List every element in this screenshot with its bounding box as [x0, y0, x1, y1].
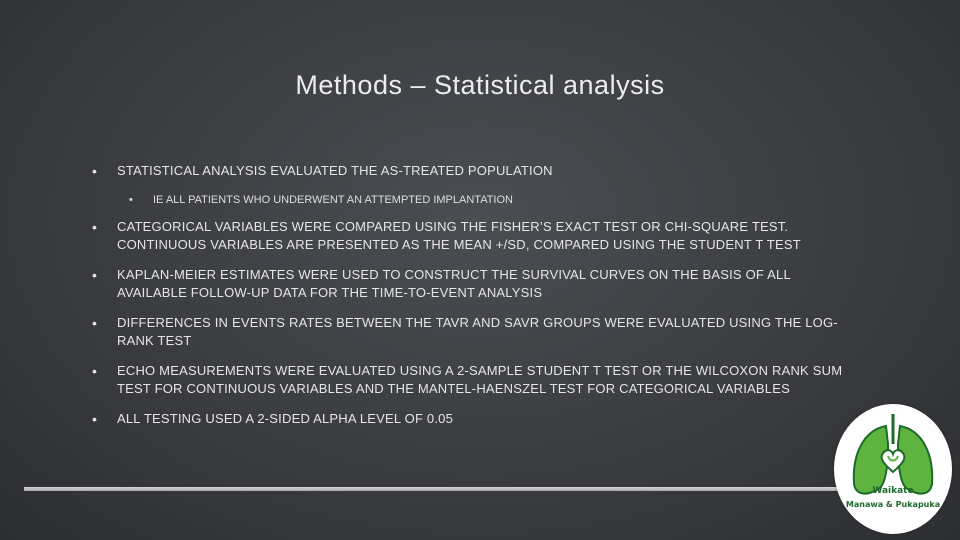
bullet-text: STATISTICAL ANALYSIS EVALUATED THE AS-TREATED POPULATION — [117, 163, 553, 178]
bullet-text: CATEGORICAL VARIABLES WERE COMPARED USING THE FISHER’S EXACT TEST OR CHI-SQUARE TEST. CONTINUOUS VARIABLES ARE PRESENTED AS THE MEAN +/SD, COMPARED USING THE STUDENT T TEST — [117, 219, 801, 252]
slide-title: Methods – Statistical analysis — [295, 70, 665, 100]
bullet-item-1 — [92, 162, 862, 180]
sub-bullet-dot: • — [129, 194, 133, 206]
bullet-text: DIFFERENCES IN EVENTS RATES BETWEEN THE TAVR AND SAVR GROUPS WERE EVALUATED USING THE LOG-RANK TEST — [117, 315, 838, 348]
bullet-dot: • — [92, 267, 98, 283]
lungs-icon — [834, 404, 952, 534]
bullet-text: KAPLAN-MEIER ESTIMATES WERE USED TO CONSTRUCT THE SURVIVAL CURVES ON THE BASIS OF ALL AVAILABLE FOLLOW-UP DATA FOR THE TIME-TO-EVENT ANALYSIS — [117, 267, 791, 300]
bullet-text: ALL TESTING USED A 2-SIDED ALPHA LEVEL OF 0.05 — [117, 411, 454, 426]
bullet-item-3 — [92, 266, 862, 302]
logo-text-line1: Waikato — [872, 486, 914, 496]
bullet-item-4 — [92, 314, 862, 350]
bullet-dot: • — [92, 219, 98, 235]
logo-text-line2: Manawa & Pukapuka — [845, 500, 941, 509]
bullet-dot: • — [92, 411, 98, 427]
bullet-dot: • — [92, 363, 98, 379]
bullet-text: ECHO MEASUREMENTS WERE EVALUATED USING A 2-SAMPLE STUDENT T TEST OR THE WILCOXON RANK SUM TEST FOR CONTINUOUS VARIABLES AND THE MANTEL-HAENSZEL TEST FOR CATEGORICAL VARIABLES — [117, 363, 843, 396]
waikato-logo — [834, 404, 952, 534]
bullet-list — [92, 162, 862, 440]
bullet-item-6 — [92, 410, 862, 428]
bullet-dot: • — [92, 163, 98, 179]
bullet-dot: • — [92, 315, 98, 331]
bullet-item-5 — [92, 362, 862, 398]
bullet-item-2 — [92, 218, 862, 254]
sub-bullet-text: IE ALL PATIENTS WHO UNDERWENT AN ATTEMPTED IMPLANTATION — [153, 194, 513, 206]
footer-rule — [24, 487, 876, 491]
sub-bullet-item-1 — [92, 192, 862, 208]
